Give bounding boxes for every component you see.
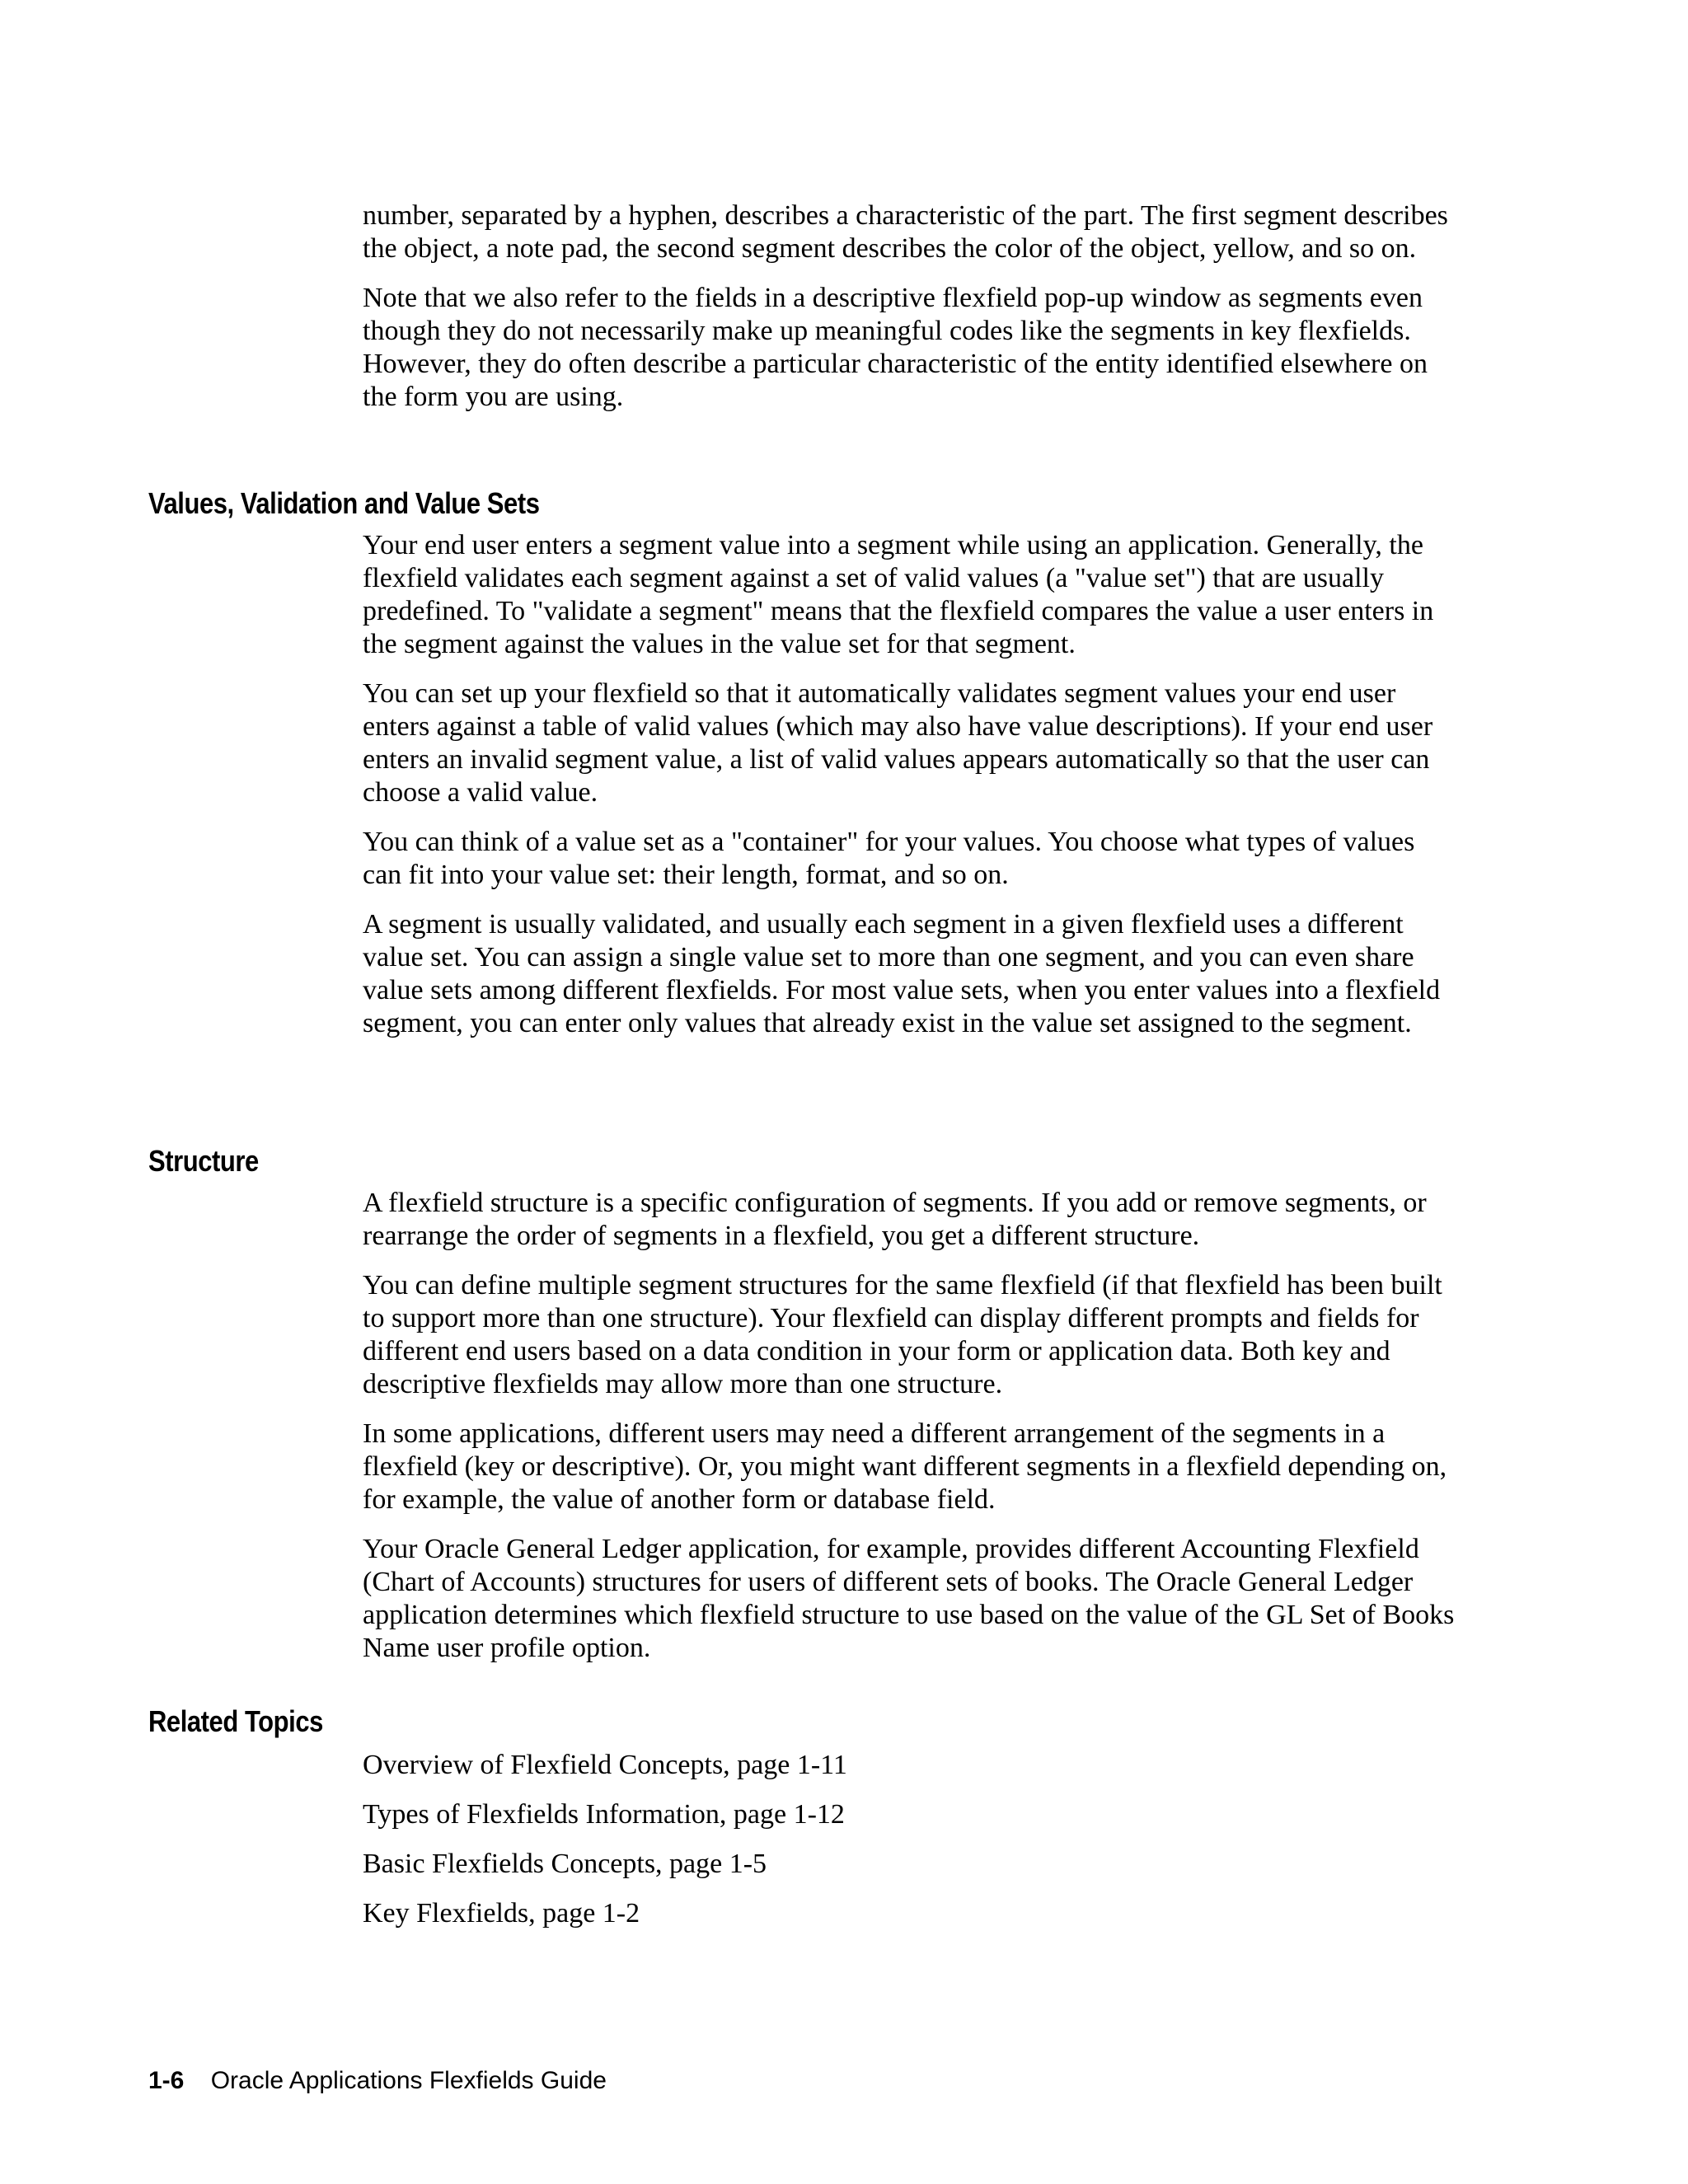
- page-footer: [148, 2067, 607, 2095]
- structure-section-heading: Structure: [148, 1144, 259, 1178]
- values-paragraph: Your end user enters a segment value into a segment while using an application. Generally, the flexfield validates each segment against a set of valid values (a "value set") that are usually predefined. To "validate a segment" means that the flexfield compares the value a user enters in the segment against the values in the value set for that segment.: [363, 530, 1434, 659]
- values-section-heading: Values, Validation and Value Sets: [148, 486, 540, 520]
- structure-paragraph: A flexfield structure is a specific configuration of segments. If you add or remove segments, or rearrange the order of segments in a flexfield, you get a different structure.: [363, 1188, 1427, 1251]
- values-paragraph: A segment is usually validated, and usually each segment in a given flexfield uses a different value set. You can assign a single value set to more than one segment, and you can even share value sets among different flexfields. For most value sets, when you enter values into a flexfield segment, you can enter only values that already exist in the value set assigned to the segment.: [363, 909, 1441, 1038]
- structure-section-body: [363, 1187, 1459, 1681]
- intro-block: [363, 199, 1459, 430]
- intro-paragraph: Note that we also refer to the fields in a descriptive flexfield pop-up window as segments even though they do not necessarily make up meaningful codes like the segments in key flexfields. However, they do often describe a particular characteristic of the entity identified elsewhere on the form you are using.: [363, 283, 1428, 412]
- values-section-body: [363, 529, 1459, 1057]
- structure-paragraph: In some applications, different users may need a different arrangement of the segments in a flexfield (key or descriptive). Or, you might want different segments in a flexfield depending on, for example, the value of another form or database field.: [363, 1418, 1447, 1515]
- related-topic-link[interactable]: Types of Flexfields Information, page 1-12: [363, 1799, 845, 1830]
- values-paragraph: You can set up your flexfield so that it automatically validates segment values your end user enters against a table of valid values (which may also have value descriptions). If your end user enters an invalid segment value, a list of valid values appears automatically so that the user can choose a valid value.: [363, 678, 1433, 808]
- related-topic-link[interactable]: Basic Flexfields Concepts, page 1-5: [363, 1849, 767, 1879]
- related-topics-list: [363, 1749, 1459, 1947]
- related-topic-link[interactable]: Overview of Flexfield Concepts, page 1-11: [363, 1750, 847, 1780]
- values-paragraph: You can think of a value set as a "container" for your values. You choose what types of values can fit into your value set: their length, format, and so on.: [363, 827, 1415, 890]
- structure-paragraph: You can define multiple segment structures for the same flexfield (if that flexfield has been built to support more than one structure). Your flexfield can display different prompts and fields for different end users based on a data condition in your form or application data. Both key and descriptive flexfields may allow more than one structure.: [363, 1270, 1442, 1399]
- structure-paragraph: Your Oracle General Ledger application, for example, provides different Accounting Flexfield (Chart of Accounts) structures for users of different sets of books. The Oracle General Ledger application determines which flexfield structure to use based on the value of the GL Set of Books Name user profile option.: [363, 1534, 1455, 1663]
- related-topics-heading: Related Topics: [148, 1704, 323, 1738]
- footer-page-number: 1-6: [148, 2067, 185, 2094]
- footer-guide-title: Oracle Applications Flexfields Guide: [210, 2067, 607, 2094]
- intro-paragraph: number, separated by a hyphen, describes a characteristic of the part. The first segment describes the object, a note pad, the second segment describes the color of the object, yellow, and so on.: [363, 200, 1448, 264]
- related-topic-link[interactable]: Key Flexfields, page 1-2: [363, 1898, 640, 1929]
